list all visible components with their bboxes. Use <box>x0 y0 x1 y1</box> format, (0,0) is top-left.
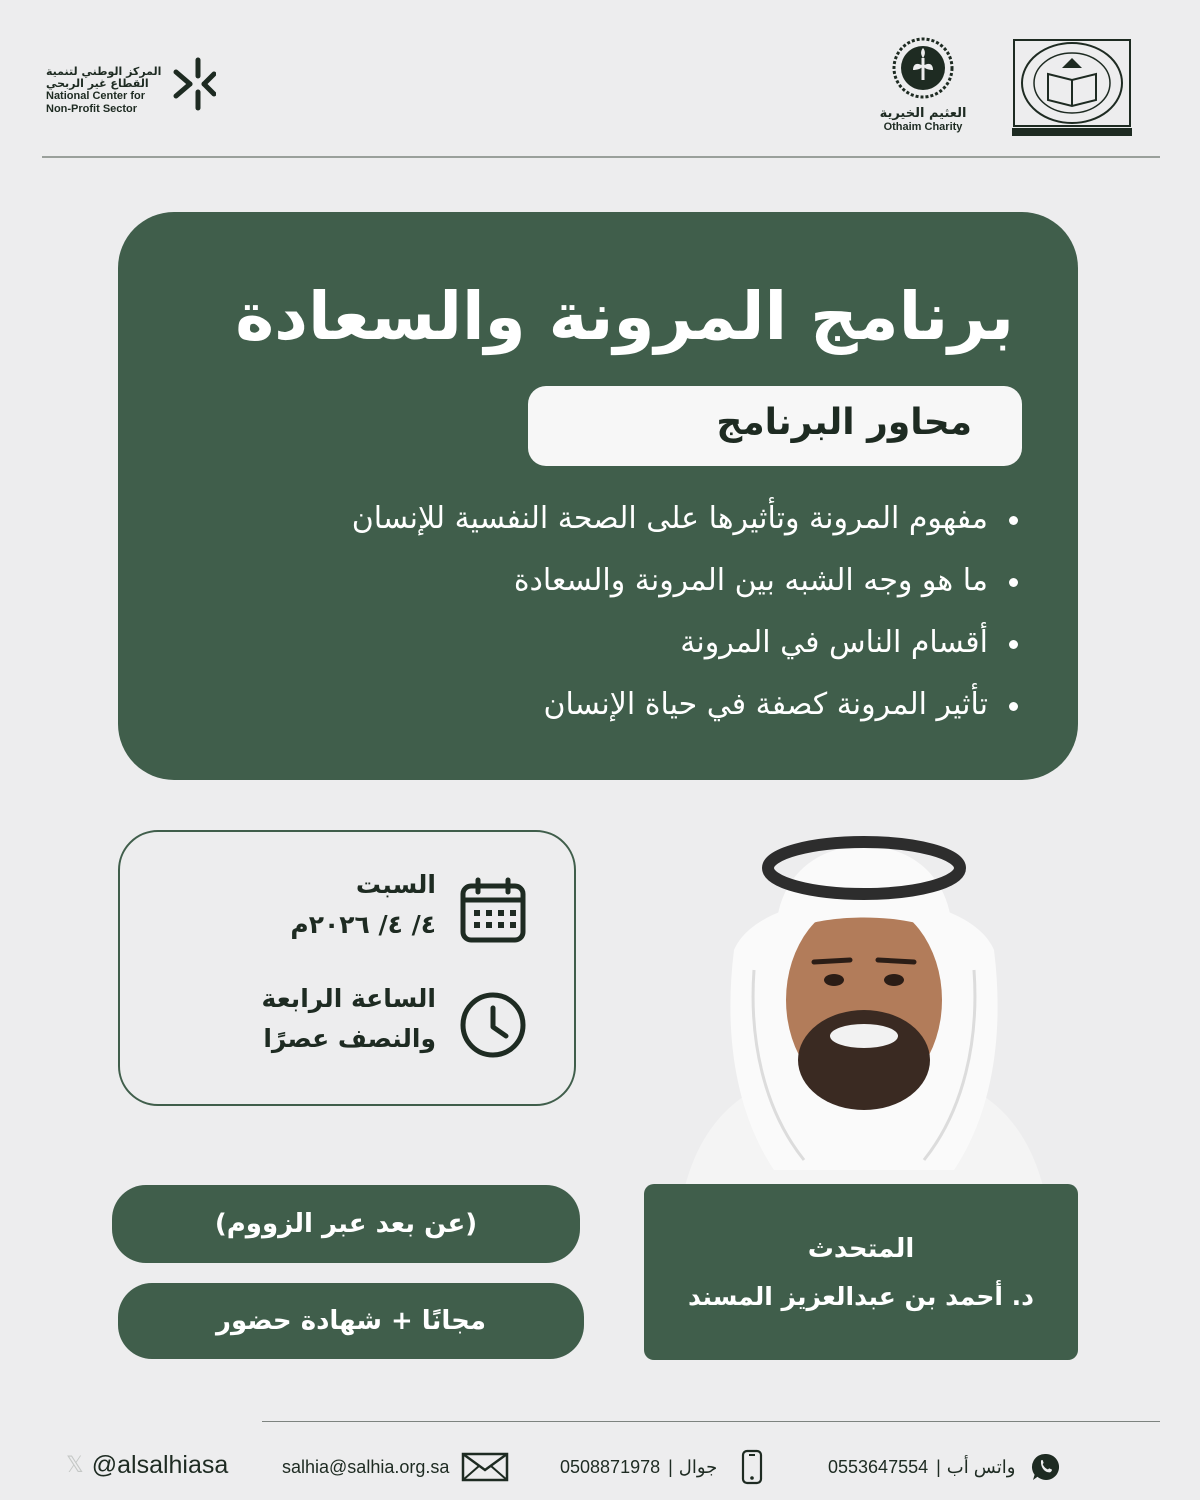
speaker-label: المتحدث <box>807 1234 915 1264</box>
free-certificate-badge: مجانًا + شهادة حضور <box>118 1283 584 1359</box>
ncnp-name-en-line1: National Center for <box>46 90 146 102</box>
schedule-box <box>118 830 576 1106</box>
x-account[interactable] <box>66 1450 228 1480</box>
clock-icon <box>458 990 528 1060</box>
topic-item: مفهوم المرونة وتأثيرها على الصحة النفسية للإنسان <box>208 494 988 556</box>
program-axes-pill <box>528 386 1022 466</box>
program-title: برنامج المرونة والسعادة <box>235 278 1014 355</box>
email-text[interactable]: salhia@salhia.org.sa <box>282 1456 450 1477</box>
othaim-charity-logo <box>868 36 978 146</box>
bullet-icon <box>1009 516 1018 525</box>
program-axes-label: محاور البرنامج <box>716 402 972 443</box>
othaim-name-ar: العثيم الخيرية <box>879 106 967 121</box>
ncnp-logo <box>40 52 220 132</box>
contact-whatsapp[interactable] <box>828 1449 1061 1485</box>
mobile-phone-icon <box>741 1449 763 1485</box>
speaker-card <box>644 1184 1078 1360</box>
mobile-number[interactable]: 0508871978 <box>560 1456 661 1477</box>
ncnp-name-en-line2: Non-Profit Sector <box>46 103 138 115</box>
topic-item: أقسام الناس في المرونة <box>208 618 988 680</box>
salhia-society-logo <box>1012 38 1132 138</box>
header-divider <box>42 156 1160 158</box>
mobile-separator: | <box>668 1456 673 1477</box>
x-handle-text[interactable]: @alsalhiasa <box>91 1450 229 1479</box>
contact-mobile[interactable] <box>560 1449 763 1485</box>
bullet-icon <box>1009 640 1018 649</box>
whatsapp-label: واتس أب <box>946 1456 1016 1477</box>
bullet-icon <box>1009 702 1018 711</box>
topics-list <box>208 494 988 742</box>
event-time-line1: الساعة الرابعة <box>261 984 436 1013</box>
whatsapp-separator: | <box>936 1456 941 1477</box>
topic-item: تأثير المرونة كصفة في حياة الإنسان <box>208 680 988 742</box>
delivery-mode-badge: (عن بعد عبر الزووم) <box>112 1185 580 1263</box>
event-time-line2: والنصف عصرًا <box>263 1024 436 1053</box>
program-card <box>118 212 1078 780</box>
contact-email[interactable] <box>282 1449 509 1485</box>
salhia-book-emblem-icon <box>1012 38 1132 138</box>
envelope-icon <box>461 1452 509 1482</box>
whatsapp-icon <box>1031 1452 1061 1482</box>
topic-item: ما هو وجه الشبه بين المرونة والسعادة <box>208 556 988 618</box>
othaim-name-en: Othaim Charity <box>883 121 963 133</box>
ncnp-logo-mark-icon <box>170 54 216 114</box>
speaker-photo <box>664 810 1064 1190</box>
mobile-label: جوال <box>678 1456 718 1477</box>
event-day: السبت <box>355 870 436 899</box>
ncnp-name-ar-line2: القطاع غير الربحي <box>46 77 149 90</box>
whatsapp-number[interactable]: 0553647554 <box>828 1456 929 1477</box>
othaim-emblem-icon <box>891 36 955 100</box>
speaker-name: د. أحمد بن عبدالعزيز المسند <box>688 1282 1034 1311</box>
ncnp-logo-text <box>46 66 164 116</box>
calendar-icon <box>458 876 528 946</box>
bullet-icon <box>1009 578 1018 587</box>
footer-divider <box>262 1421 1160 1422</box>
ncnp-name-ar-line1: المركز الوطني لتنمية <box>46 65 162 78</box>
x-logo-icon: 𝕏 <box>66 1452 84 1478</box>
event-date: ٤/ ٤/ ٢٠٢٦م <box>290 910 436 939</box>
